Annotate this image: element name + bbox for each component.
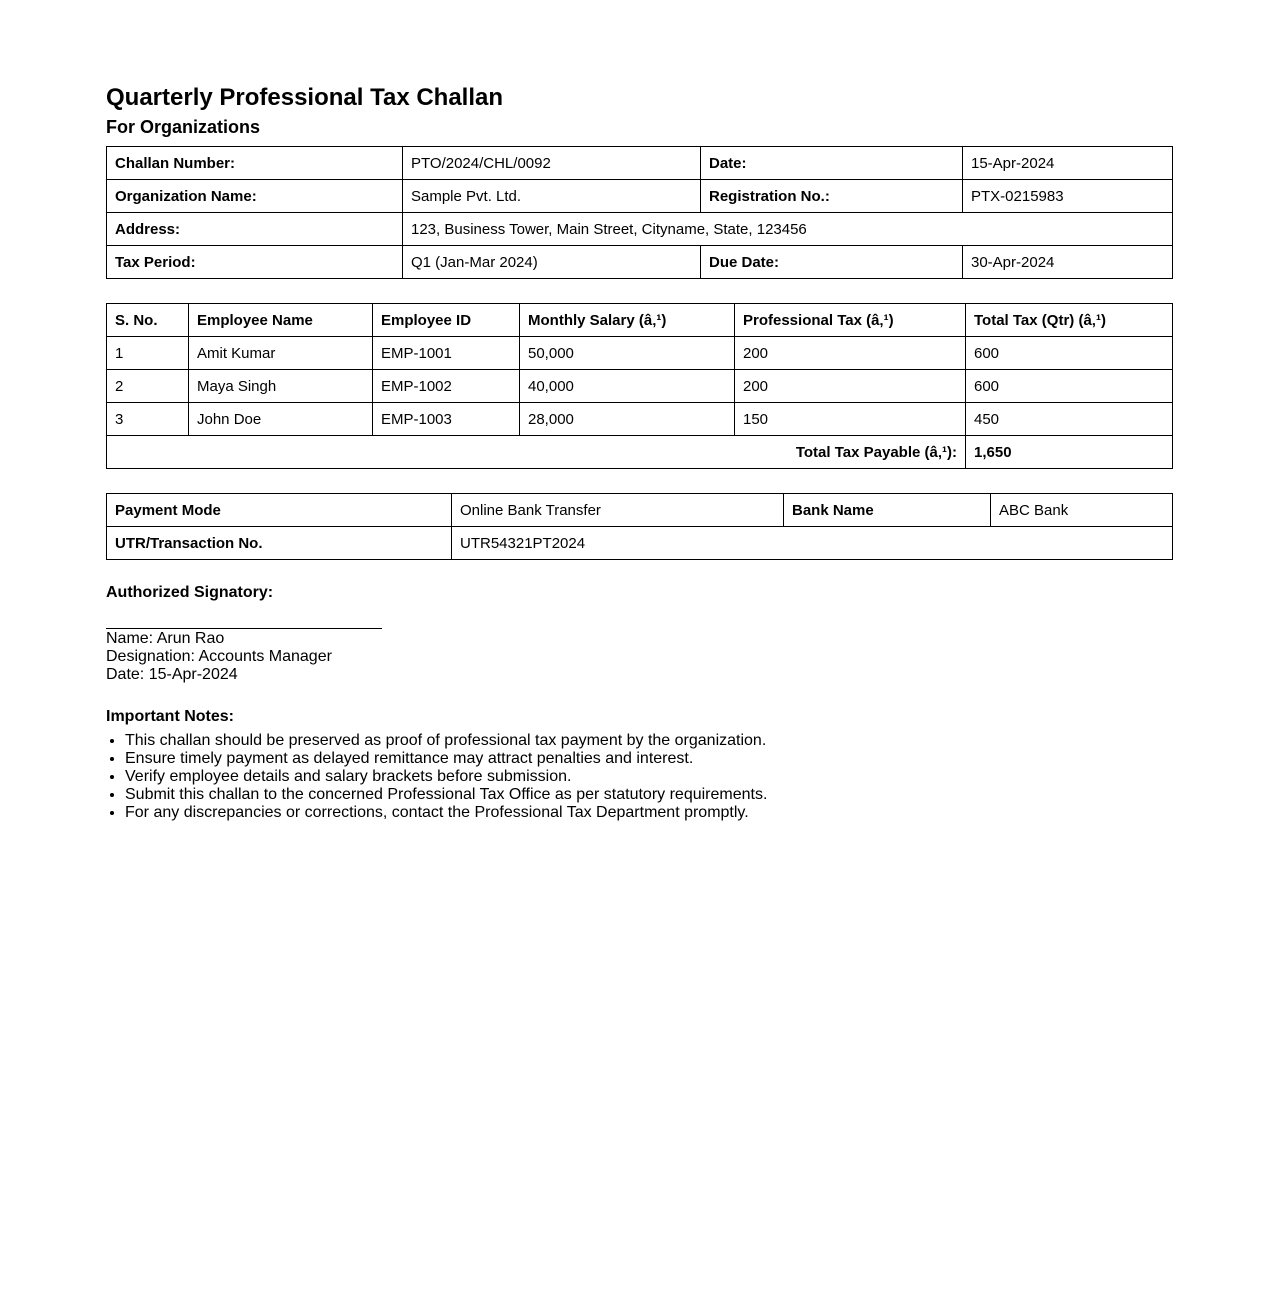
payment-details-table [106,493,1173,560]
registration-number-value: PTX-0215983 [963,180,1173,213]
cell-sno: 2 [107,370,189,403]
tax-period-label: Tax Period: [107,246,403,279]
payment-row [107,494,1173,527]
cell-professional-tax: 200 [735,337,966,370]
organization-name-value: Sample Pvt. Ltd. [403,180,701,213]
details-row [107,213,1173,246]
signatory-details [106,630,1172,684]
challan-document [106,84,1172,822]
due-date-label: Due Date: [701,246,963,279]
cell-employee-id: EMP-1002 [373,370,520,403]
cell-total-tax: 450 [966,403,1173,436]
column-header-employee-name: Employee Name [189,304,373,337]
cell-employee-name: Amit Kumar [189,337,373,370]
cell-employee-name: John Doe [189,403,373,436]
details-row [107,246,1173,279]
signatory-designation: Designation: Accounts Manager [106,648,332,665]
column-header-sno: S. No. [107,304,189,337]
signature-line [106,628,382,629]
list-item: • Verify employee details and salary brackets before submission. [125,768,1172,786]
column-header-employee-id: Employee ID [373,304,520,337]
challan-number-label: Challan Number: [107,147,403,180]
date-value: 15-Apr-2024 [963,147,1173,180]
table-row [107,337,1173,370]
bank-name-label: Bank Name [784,494,991,527]
challan-number-value: PTO/2024/CHL/0092 [403,147,701,180]
registration-number-label: Registration No.: [701,180,963,213]
signatory-name: Name: Arun Rao [106,630,225,647]
utr-value: UTR54321PT2024 [452,527,1173,560]
column-header-professional-tax: Professional Tax (â‚¹) [735,304,966,337]
payment-mode-label: Payment Mode [107,494,452,527]
total-row [107,436,1173,469]
cell-total-tax: 600 [966,370,1173,403]
list-item: • This challan should be preserved as proof of professional tax payment by the organization. [125,732,1172,750]
payment-mode-value: Online Bank Transfer [452,494,784,527]
utr-label: UTR/Transaction No. [107,527,452,560]
column-header-monthly-salary: Monthly Salary (â‚¹) [520,304,735,337]
address-value: 123, Business Tower, Main Street, Cityname, State, 123456 [403,213,1173,246]
cell-employee-id: EMP-1001 [373,337,520,370]
cell-monthly-salary: 50,000 [520,337,735,370]
cell-professional-tax: 200 [735,370,966,403]
list-item: • Submit this challan to the concerned Professional Tax Office as per statutory requirements. [125,786,1172,804]
important-notes-heading: Important Notes: [106,708,234,725]
table-row [107,403,1173,436]
signatory-date: Date: 15-Apr-2024 [106,666,238,683]
cell-sno: 1 [107,337,189,370]
organization-name-label: Organization Name: [107,180,403,213]
due-date-value: 30-Apr-2024 [963,246,1173,279]
page-title: Quarterly Professional Tax Challan [106,84,504,111]
cell-employee-id: EMP-1003 [373,403,520,436]
cell-monthly-salary: 40,000 [520,370,735,403]
cell-professional-tax: 150 [735,403,966,436]
total-tax-payable-label: Total Tax Payable (â‚¹): [107,436,966,469]
total-tax-payable-value: 1,650 [966,436,1173,469]
notes-list [106,732,1172,822]
list-item: • For any discrepancies or corrections, contact the Professional Tax Department promptly. [125,804,1172,822]
authorized-signatory-heading: Authorized Signatory: [106,584,274,601]
cell-total-tax: 600 [966,337,1173,370]
tax-period-value: Q1 (Jan-Mar 2024) [403,246,701,279]
cell-monthly-salary: 28,000 [520,403,735,436]
list-item: • Ensure timely payment as delayed remittance may attract penalties and interest. [125,750,1172,768]
payment-row [107,527,1173,560]
page-subtitle: For Organizations [106,117,261,137]
employee-tax-table [106,303,1173,469]
details-row [107,180,1173,213]
challan-details-table [106,146,1173,279]
table-row [107,370,1173,403]
table-header-row [107,304,1173,337]
bank-name-value: ABC Bank [991,494,1173,527]
address-label: Address: [107,213,403,246]
cell-sno: 3 [107,403,189,436]
date-label: Date: [701,147,963,180]
cell-employee-name: Maya Singh [189,370,373,403]
details-row [107,147,1173,180]
column-header-total-tax: Total Tax (Qtr) (â‚¹) [966,304,1173,337]
